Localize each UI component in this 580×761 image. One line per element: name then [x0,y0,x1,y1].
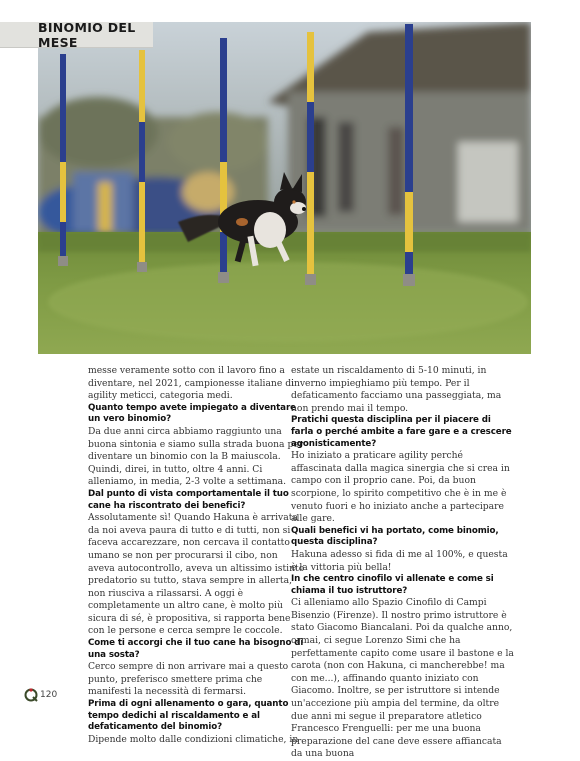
left-text-column [88,365,306,746]
page-footer [24,688,57,702]
page-number: 120 [40,690,58,700]
interview-answer: Assolutamente sì! Quando Hakuna è arrivata da noi aveva paura di tutto e di tutti, non si faceva accarezzare, non cercava il contatto umano se non per procurarsi il cibo, non aveva autocontrollo, aveva un altissimo istinto predatorio su tutto, stava sempre in allerta, non riusciva a rilassarsi. A oggi è completamente un altro cane, è molto più sicura di sé, è propositiva, si rapporta bene con le persone e cerca sempre le coccole. [88,512,305,637]
interview-question: Pratichi questa disciplina per il piacere di farla o perché ambite a fare gare e a crescere agonisticamente? [291,415,512,449]
interview-answer: estate un riscaldamento di 5-10 minuti, in inverno impieghiamo più tempo. Per il defaticamento facciamo una passeggiata, ma non prendo mai il tempo. [291,365,502,414]
hero-photo-dog-agility-weave-poles [38,22,531,354]
interview-answer: Ho iniziato a praticare agility perché affascinata dalla magica sinergia che si crea in campo con il proprio cane. Poi, da buon scorpione, lo spirito competitivo che è in me è venuto fuori e ho iniziato anche a partecipare alle gare. [291,450,510,525]
interview-answer: Da due anni circa abbiamo raggiunto una buona sintonia e siamo sulla strada buona per diventare un binomio con la B maiuscola. Quindi, direi, in tutto, oltre 4 anni. Ci alleniamo, in media, 2-3 volte a settimana. [88,425,304,488]
interview-answer: Hakuna adesso si fida di me al 100%, e questa è la vittoria più bella! [291,548,508,573]
interview-question: Come ti accorgi che il tuo cane ha bisogno di una sosta? [88,638,304,660]
magazine-logo-icon [24,688,38,702]
interview-question: In che centro cinofilo vi allenate e come si chiama il tuo istruttore? [291,574,494,596]
interview-answer: messe veramente sotto con il lavoro fino a diventare, nel 2021, campionesse italiane di agility meticci, categoria medi. [88,365,295,402]
interview-question: Prima di ogni allenamento o gara, quanto tempo dedichi al riscaldamento e al defaticamento del binomio? [88,699,289,733]
interview-answer: Cerco sempre di non arrivare mai a questo punto, preferisco smettere prima che manifesti la necessità di fermarsi. [88,661,289,698]
interview-question: Dal punto di vista comportamentale il tuo cane ha riscontrato dei benefici? [88,488,289,511]
right-text-column [291,365,514,761]
photo-illustration [38,22,531,354]
interview-answer: Dipende molto dalle condizioni climatiche, in [88,733,299,745]
interview-question: Quanto tempo avete impiegato a diventare un vero binomio? [88,402,296,425]
interview-question: Quali benefici vi ha portato, come binomio, questa disciplina? [291,525,499,548]
section-title: BINOMIO DEL MESE [0,22,153,48]
interview-answer: Ci alleniamo allo Spazio Cinofilo di Campi Bisenzio (Firenze). Il nostro primo istruttore è stato Giacomo Biancalani. Poi da qualche anno, ormai, ci segue Lorenzo Simi che ha perfettamente capito come usare il bastone e la carota (non con Hakuna, ci mancherebbe! ma con me...), affinando quanto iniziato con Giacomo. Inoltre, se per istruttore si intende un'accezione più ampia del termine, da oltre due anni mi segue il preparatore atletico Francesco Frenguelli: per me una buona preparazione del cane deve essere affiancata da una buona [291,597,514,760]
